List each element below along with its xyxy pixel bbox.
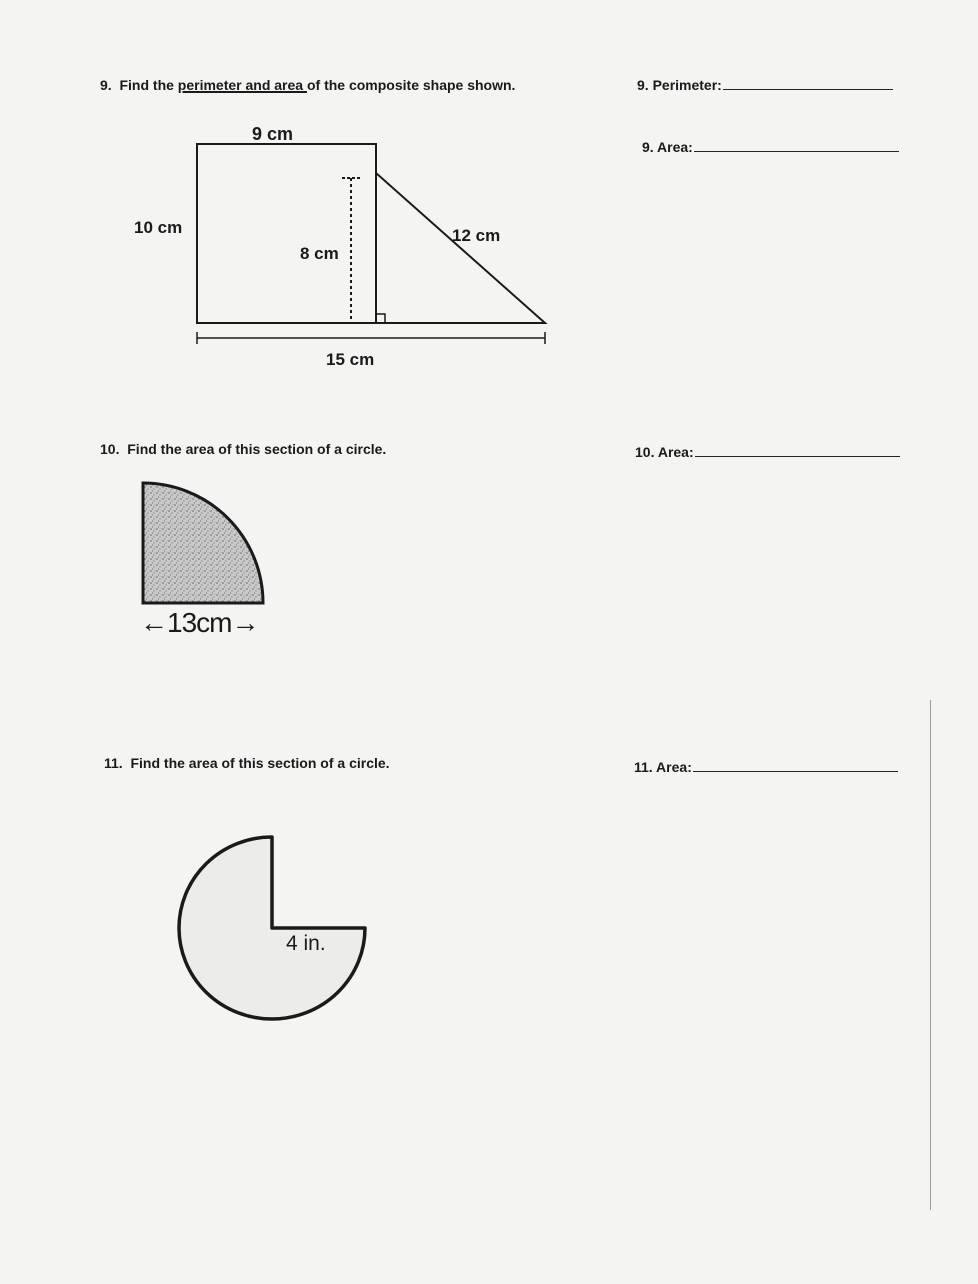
question-10-text: Find the area of this section of a circle. (127, 441, 387, 457)
page-edge-rule (930, 700, 931, 1210)
question-11-number: 11. (104, 755, 123, 771)
q9-label-hypotenuse: 12 cm (452, 226, 501, 245)
q9-label-height: 8 cm (300, 244, 339, 263)
answer-10-area-label: 10. Area: (635, 444, 694, 460)
question-9-number: 9. (100, 77, 112, 93)
q9-label-left: 10 cm (134, 218, 183, 237)
q11-radius-label: 4 in. (286, 932, 326, 955)
question-9-text-post: of the composite shape shown. (306, 77, 516, 93)
question-9-text-pre: Find the (119, 77, 178, 93)
answer-9-area-label: 9. Area: (642, 139, 693, 155)
q10-radius-label: ←13cm→ (140, 607, 259, 638)
answer-9-perimeter-label: 9. Perimeter: (637, 77, 722, 93)
question-10-number: 10. (100, 441, 120, 457)
question-9-emphasis: perimeter and area (177, 77, 307, 93)
answer-11-area-label: 11. Area: (634, 759, 692, 775)
question-11-text: Find the area of this section of a circle. (130, 755, 390, 771)
q9-label-bottom: 15 cm (326, 350, 375, 369)
q11-three-quarter-circle (179, 837, 365, 1019)
q9-label-top: 9 cm (252, 124, 294, 144)
